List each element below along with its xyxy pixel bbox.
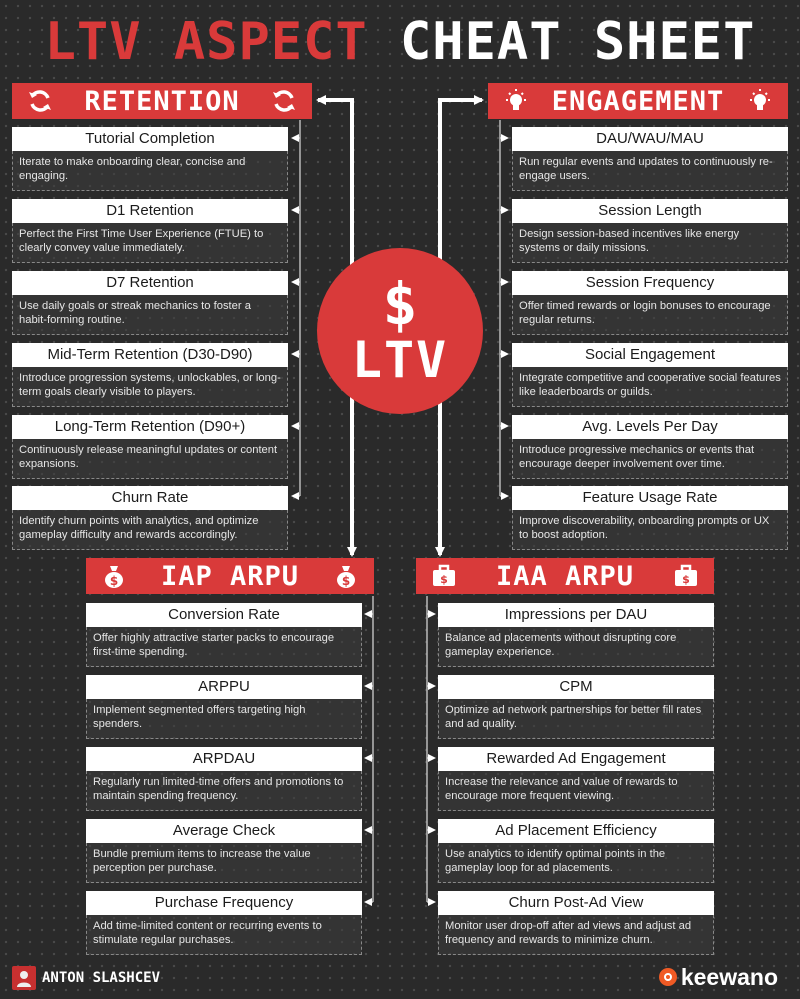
iaa-card (438, 603, 714, 667)
iaa-card (438, 819, 714, 883)
card-title: Session Frequency (512, 271, 788, 295)
retention-card (12, 271, 288, 335)
briefcase-icon (672, 562, 700, 590)
engagement-header (488, 83, 788, 119)
retention-card (12, 343, 288, 407)
retention-card (12, 486, 288, 550)
card-description: Perfect the First Time User Experience (FTUE) to clearly convey value immediately. (12, 223, 288, 263)
money-bag-icon (332, 562, 360, 590)
card-description: Integrate competitive and cooperative social features like leaderboards or guilds. (512, 367, 788, 407)
engagement-card (512, 343, 788, 407)
iaa-card (438, 747, 714, 811)
iaa-card (438, 675, 714, 739)
engagement-card (512, 415, 788, 479)
card-description: Optimize ad network partnerships for better fill rates and ad quality. (438, 699, 714, 739)
page-title (0, 10, 800, 74)
iaa-header (416, 558, 714, 594)
card-description: Introduce progression systems, unlockables, or long-term goals clearly visible to players. (12, 367, 288, 407)
card-title: CPM (438, 675, 714, 699)
retention-card (12, 199, 288, 263)
title-part-ltv-aspect: LTV ASPECT (44, 12, 368, 72)
svg-text:$: $ (109, 574, 119, 588)
author-credit (12, 966, 160, 990)
brand-logo (659, 962, 778, 992)
card-title: Purchase Frequency (86, 891, 362, 915)
author-name: ANTON SLASHCEV (42, 970, 161, 986)
ltv-label: LTV (351, 331, 449, 389)
money-bag-icon (100, 562, 128, 590)
card-title: Rewarded Ad Engagement (438, 747, 714, 771)
engagement-card (512, 486, 788, 550)
iap-card (86, 603, 362, 667)
card-title: DAU/WAU/MAU (512, 127, 788, 151)
card-description: Regularly run limited-time offers and promotions to maintain spending frequency. (86, 771, 362, 811)
card-description: Identify churn points with analytics, and optimize gameplay difficulty and rewards accordingly. (12, 510, 288, 550)
briefcase-icon (430, 562, 458, 590)
card-description: Bundle premium items to increase the value perception per purchase. (86, 843, 362, 883)
card-title: Average Check (86, 819, 362, 843)
card-description: Use daily goals or streak mechanics to foster a habit-forming routine. (12, 295, 288, 335)
refresh-icon (270, 87, 298, 115)
card-title: D1 Retention (12, 199, 288, 223)
card-description: Monitor user drop-off after ad views and adjust ad frequency and rewards to minimize churn. (438, 915, 714, 955)
card-title: Churn Rate (12, 486, 288, 510)
card-description: Introduce progressive mechanics or events that encourage deeper involvement over time. (512, 439, 788, 479)
card-description: Use analytics to identify optimal points in the gameplay loop for ad placements. (438, 843, 714, 883)
retention-card (12, 415, 288, 479)
retention-card (12, 127, 288, 191)
lightbulb-icon (746, 87, 774, 115)
card-title: Tutorial Completion (12, 127, 288, 151)
card-title: Impressions per DAU (438, 603, 714, 627)
card-title: Churn Post-Ad View (438, 891, 714, 915)
card-title: Long-Term Retention (D90+) (12, 415, 288, 439)
card-description: Balance ad placements without disrupting core gameplay experience. (438, 627, 714, 667)
card-title: Ad Placement Efficiency (438, 819, 714, 843)
refresh-icon (26, 87, 54, 115)
card-description: Improve discoverability, onboarding prompts or UX to boost adoption. (512, 510, 788, 550)
card-description: Iterate to make onboarding clear, concise and engaging. (12, 151, 288, 191)
card-description: Offer highly attractive starter packs to encourage first-time spending. (86, 627, 362, 667)
engagement-header-label: ENGAGEMENT (551, 85, 725, 117)
iap-header (86, 558, 374, 594)
retention-header-label: RETENTION (84, 85, 240, 117)
keewano-logo-icon (659, 968, 677, 986)
card-title: Conversion Rate (86, 603, 362, 627)
engagement-card (512, 199, 788, 263)
card-title: Feature Usage Rate (512, 486, 788, 510)
engagement-card (512, 271, 788, 335)
iap-card (86, 891, 362, 955)
card-title: Mid-Term Retention (D30-D90) (12, 343, 288, 367)
card-description: Design session-based incentives like energy systems or daily missions. (512, 223, 788, 263)
iap-card (86, 819, 362, 883)
card-title: ARPDAU (86, 747, 362, 771)
iaa-header-label: IAA ARPU (495, 560, 635, 592)
iaa-card (438, 891, 714, 955)
iap-header-label: IAP ARPU (160, 560, 300, 592)
iap-card (86, 747, 362, 811)
lightbulb-icon (502, 87, 530, 115)
card-title: ARPPU (86, 675, 362, 699)
svg-text:$: $ (682, 573, 690, 586)
brand-name: keewano (680, 963, 778, 990)
card-title: Avg. Levels Per Day (512, 415, 788, 439)
svg-text:$: $ (440, 573, 448, 586)
card-title: Social Engagement (512, 343, 788, 367)
card-description: Run regular events and updates to continuously re-engage users. (512, 151, 788, 191)
card-description: Continuously release meaningful updates or content expansions. (12, 439, 288, 479)
card-title: D7 Retention (12, 271, 288, 295)
dollar-symbol: $ (382, 270, 418, 338)
card-description: Add time-limited content or recurring events to stimulate regular purchases. (86, 915, 362, 955)
ltv-hub (317, 248, 483, 414)
retention-header (12, 83, 312, 119)
card-description: Increase the relevance and value of rewards to encourage more frequent viewing. (438, 771, 714, 811)
svg-text:$: $ (341, 574, 351, 588)
iap-card (86, 675, 362, 739)
card-description: Offer timed rewards or login bonuses to encourage regular returns. (512, 295, 788, 335)
card-title: Session Length (512, 199, 788, 223)
card-description: Implement segmented offers targeting high spenders. (86, 699, 362, 739)
avatar (12, 966, 36, 990)
title-part-cheat-sheet: CHEAT SHEET (400, 12, 756, 72)
engagement-card (512, 127, 788, 191)
